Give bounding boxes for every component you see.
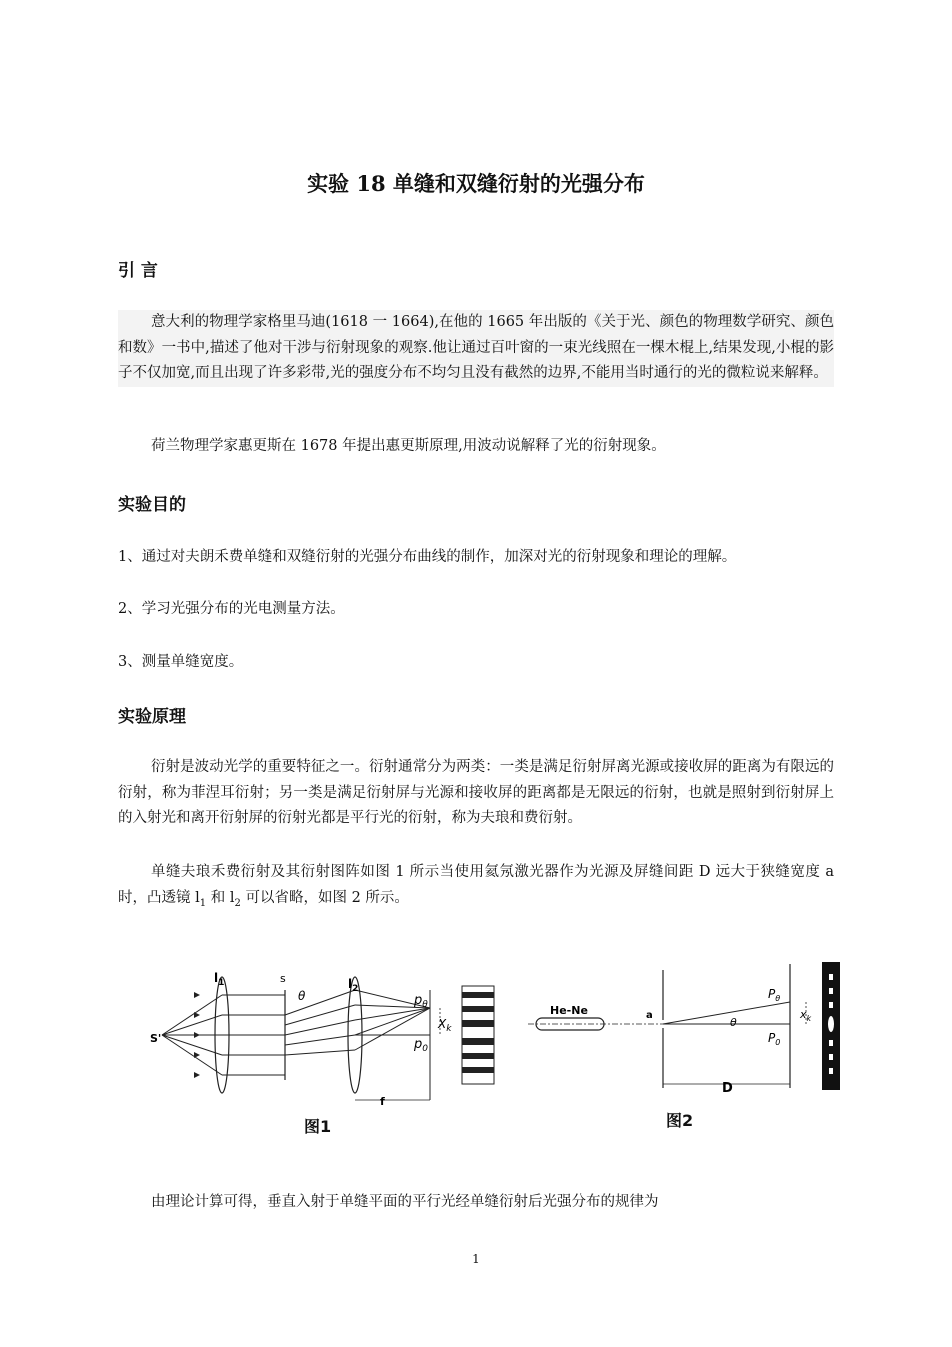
page-number: 1 xyxy=(472,1252,480,1266)
svg-text:p0: $p_0$ xyxy=(414,1037,428,1054)
purpose-item-1: 1、通过对夫朗禾费单缝和双缝衍射的光强分布曲线的制作，加深对光的衍射现象和理论的理解。 xyxy=(118,549,737,565)
figure-2-caption: 图2 xyxy=(666,1111,694,1130)
fig1-source-label: S' xyxy=(150,1032,162,1045)
purpose-item-3: 3、测量单缝宽度。 xyxy=(118,654,244,670)
svg-text:Xk: $X_k$ xyxy=(438,1017,452,1034)
svg-text:Pθ: $P_\theta$ xyxy=(768,987,781,1003)
svg-text:l2: $l_2$ xyxy=(348,977,359,994)
page-title: 实验 18 单缝和双缝衍射的光强分布 xyxy=(307,171,645,196)
figure-2-diagram xyxy=(528,960,848,1100)
intro-paragraph-2: 荷兰物理学家惠更斯在 1678 年提出惠更斯原理,用波动说解释了光的衍射现象。 xyxy=(151,438,666,454)
principle-paragraph-3: 由理论计算可得，垂直入射于单缝平面的平行光经单缝衍射后光强分布的规律为 xyxy=(151,1194,659,1210)
purpose-item-2: 2、学习光强分布的光电测量方法。 xyxy=(118,601,345,617)
svg-text:He-Ne: He-Ne xyxy=(550,1004,588,1017)
figure-1-diagram xyxy=(140,960,510,1110)
principle-paragraph-1: 衍射是波动光学的重要特征之一。衍射通常分为两类：一类是满足衍射屏离光源或接收屏的距离为有限远的衍射，称为菲涅耳衍射；另一类是满足衍射屏与光源和接收屏的距离都是无限远的衍射，也就是照射到衍射屏上的入射光和离开衍射屏的衍射光都是平行光的衍射，称为夫琅和费衍射。 xyxy=(118,759,834,826)
svg-text:θ: θ xyxy=(298,989,306,1003)
svg-text:D: D xyxy=(722,1081,733,1096)
principle-paragraph-2: 单缝夫琅禾费衍射及其衍射图阵如图 1 所示当使用氦氖激光器作为光源及屏缝间距 D 远大于狭缝宽度 a 时，凸透镜 $l_1$ 和 $l_2$ 可以省略，如图 2 所示。 xyxy=(118,864,834,909)
svg-text:a: a xyxy=(646,1010,653,1021)
section-heading-purpose: 实验目的 xyxy=(118,495,186,515)
svg-text:s: s xyxy=(280,972,286,985)
svg-text:f: f xyxy=(380,1095,385,1108)
section-heading-principle: 实验原理 xyxy=(118,707,186,727)
svg-text:xk: $x_k$ xyxy=(800,1008,812,1023)
svg-text:l1: $l_1$ xyxy=(214,971,225,988)
svg-text:θ: θ xyxy=(730,1016,737,1029)
svg-text:P0: $P_0$ xyxy=(768,1031,781,1047)
svg-text:pθ: $p_\theta$ xyxy=(414,993,428,1010)
figure-1-caption: 图1 xyxy=(304,1117,332,1136)
intro-paragraph-1: 意大利的物理学家格里马迪(1618 一 1664),在他的 1665 年出版的《关于光、颜色的物理数学研究、颜色和数》一书中,描述了他对干涉与衍射现象的观察.他让通过百叶窗的一束光线照在一棵木棍上,结果发现,小棍的影子不仅加宽,而且出现了许多彩带,光的强度分布不均匀且没有截然的边界,不能用当时通行的光的微粒说来解释。 xyxy=(118,310,834,387)
section-heading-intro: 引 言 xyxy=(118,261,158,281)
